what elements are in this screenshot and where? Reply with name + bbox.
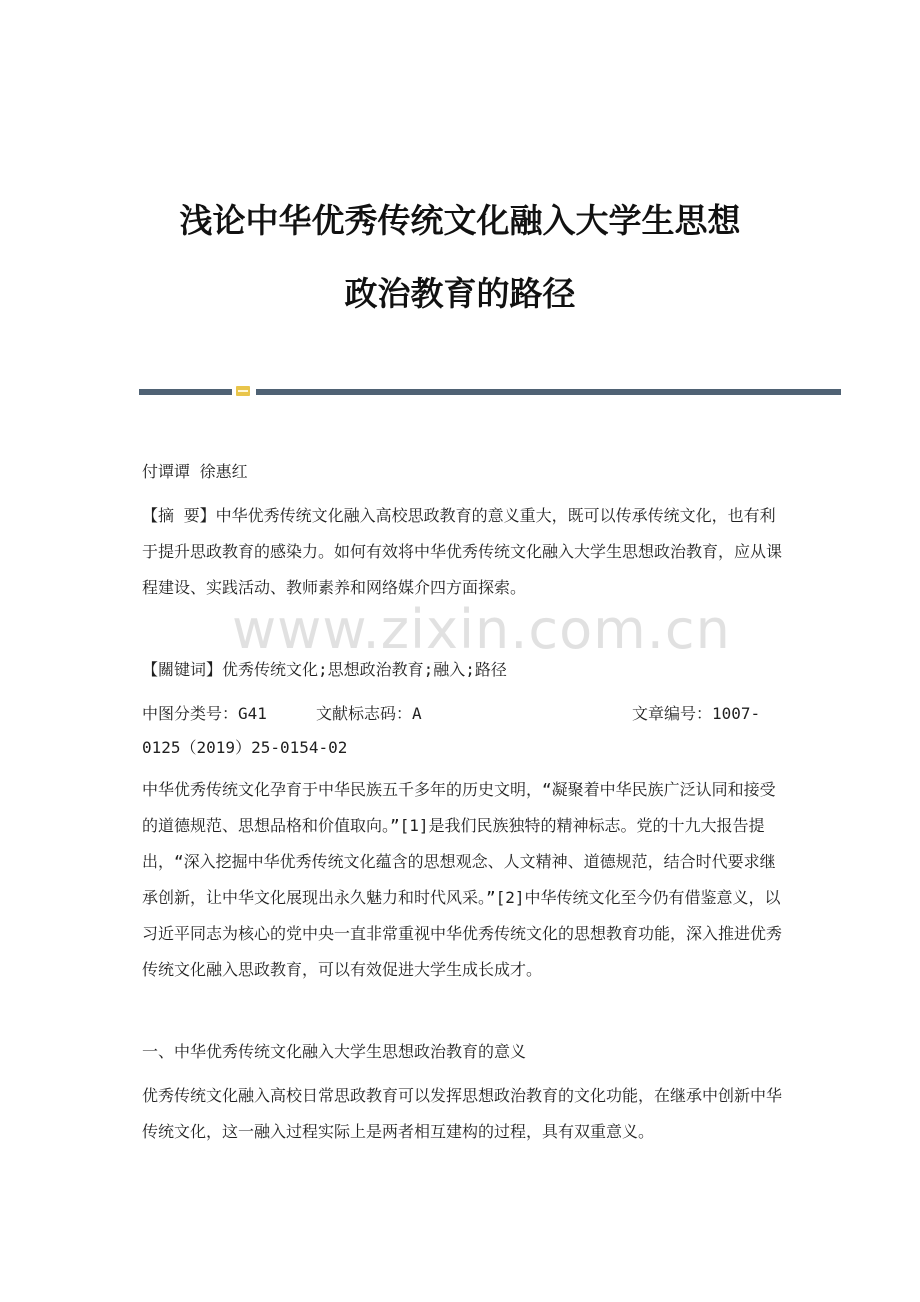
- body-paragraph-1: 中华优秀传统文化孕育于中华民族五千多年的历史文明，“凝聚着中华民族广泛认同和接受的道德规范、思想品格和价值取向。”[1]是我们民族独特的精神标志。党的十九大报告提出，“深入挖掘中华优秀传统文化蕴含的思想观念、人文精神、道德规范，结合时代要求继承创新，让中华文化展现出永久魅力和时代风采。”[2]中华传统文化至今仍有借鉴意义，以习近平同志为核心的党中央一直非常重视中华优秀传统文化的思想教育功能，深入推进优秀传统文化融入思政教育，可以有效促进大学生成长成才。: [142, 780, 783, 979]
- divider-bar-right: [256, 389, 841, 395]
- document-title-line-2: 政治教育的路径: [344, 274, 576, 313]
- watermark: www.zixin.com.cn: [232, 598, 731, 661]
- classification-line: [142, 696, 782, 732]
- article-number-label: 文章编号：1007-: [632, 704, 761, 723]
- divider-bar-left: [139, 389, 232, 395]
- body-paragraph-2: 优秀传统文化融入高校日常思政教育可以发挥思想政治教育的文化功能，在继承中创新中华传统文化，这一融入过程实际上是两者相互建构的过程，具有双重意义。: [142, 1086, 783, 1141]
- article-number: 0125（2019）25-0154-02: [142, 738, 348, 757]
- document-code: 文献标志码：A: [316, 704, 422, 723]
- divider-ornament-icon: [236, 386, 250, 396]
- section-heading-1: 一、中华优秀传统文化融入大学生思想政治教育的意义: [142, 1042, 527, 1061]
- title-divider: [139, 386, 841, 396]
- keywords: 【關键词】优秀传统文化;思想政治教育;融入;路径: [142, 660, 507, 679]
- document-title-line-1: 浅论中华优秀传统文化融入大学生思想: [179, 201, 741, 240]
- abstract: 【摘 要】中华优秀传统文化融入高校思政教育的意义重大，既可以传承传统文化，也有利于提升思政教育的感染力。如何有效将中华优秀传统文化融入大学生思想政治教育，应从课程建设、实践活动、教师素养和网络媒介四方面探索。: [142, 506, 783, 597]
- clc-number: 中图分类号：G41: [142, 704, 267, 723]
- authors: 付谭谭 徐惠红: [142, 462, 248, 481]
